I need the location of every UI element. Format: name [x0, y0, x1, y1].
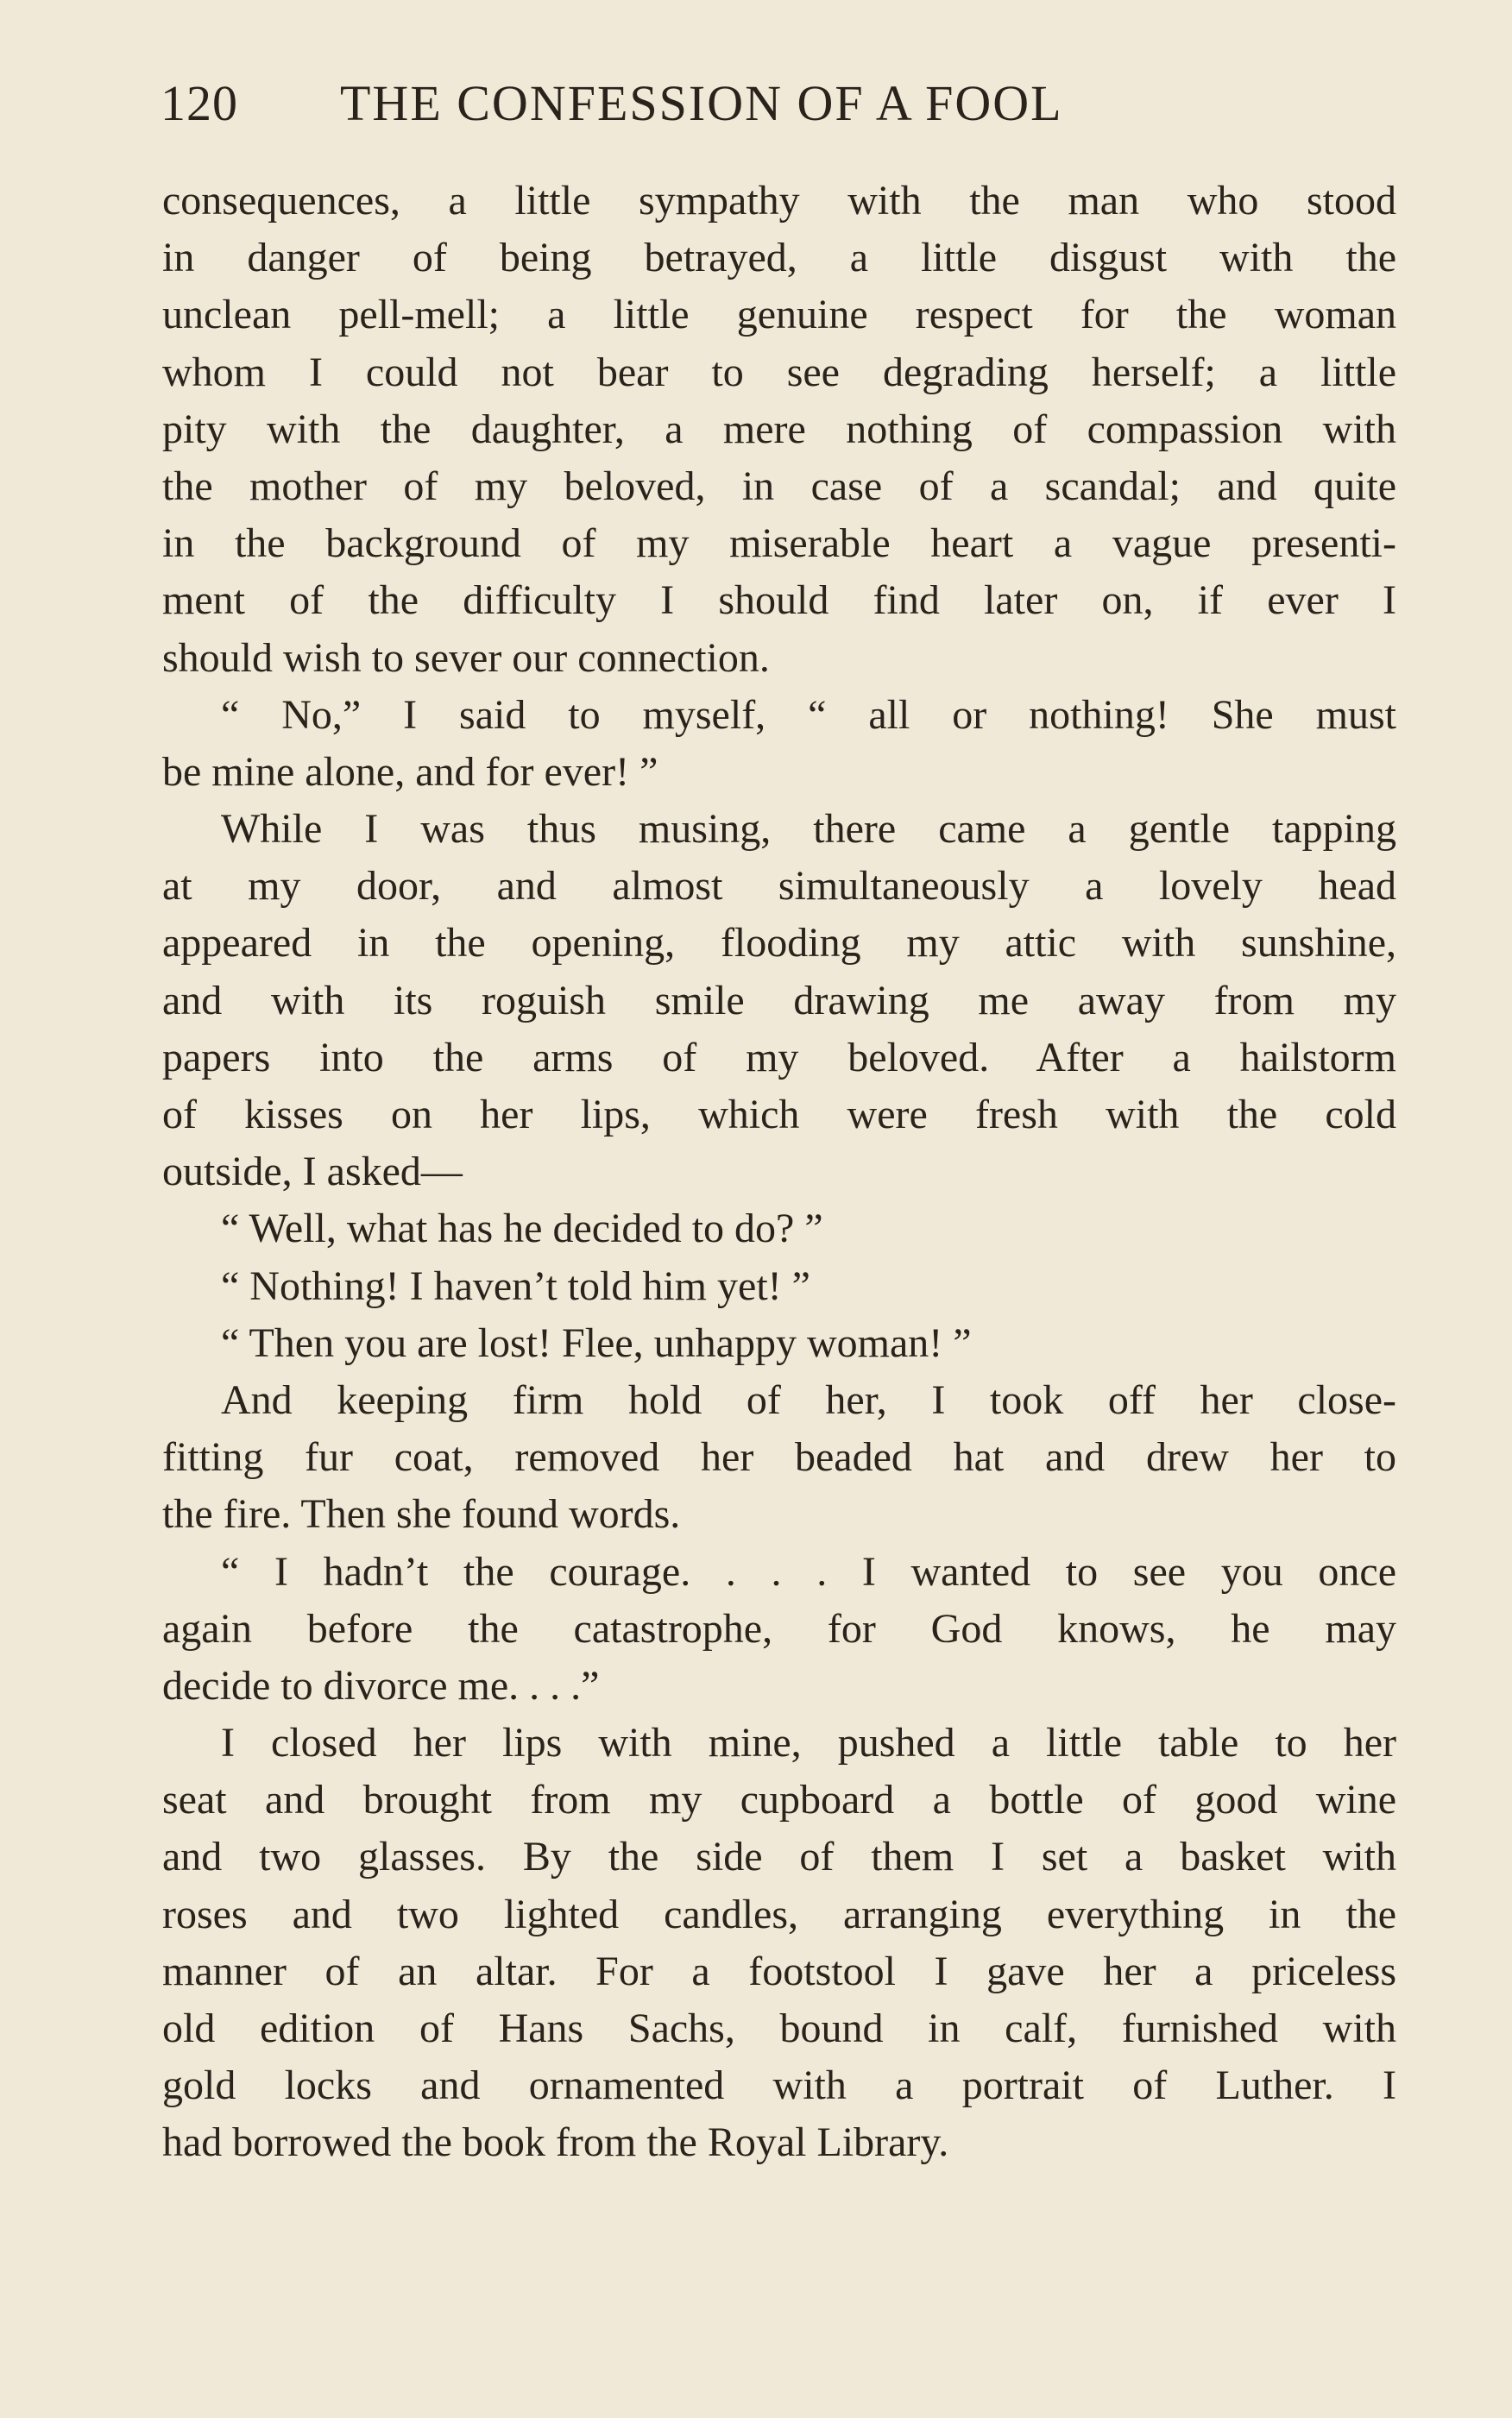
text-line: decide to divorce me. . . .”: [162, 1662, 600, 1709]
text-line: and two glasses. By the side of them I set a basket with: [162, 1834, 1396, 1880]
running-title: THE CONFESSION OF A FOOL: [340, 75, 1063, 131]
text-line: “ Nothing! I haven’t told him yet! ”: [221, 1263, 810, 1309]
text-line: appeared in the opening, flooding my attic with sunshine,: [162, 920, 1396, 967]
text-line: in the background of my miserable heart a vague presenti-: [162, 520, 1396, 567]
text-line: again before the catastrophe, for God knows, he may: [162, 1605, 1396, 1652]
text-line: “ I hadn’t the courage. . . . I wanted to see you once: [221, 1548, 1396, 1595]
text-line: And keeping firm hold of her, I took off her close-: [221, 1376, 1396, 1423]
text-line: the fire. Then she found words.: [162, 1491, 681, 1538]
text-line: the mother of my beloved, in case of a scandal; and quite: [162, 463, 1396, 509]
text-line: consequences, a little sympathy with the man who stood: [162, 178, 1396, 224]
text-line: should wish to sever our connection.: [162, 634, 770, 681]
text-line: gold locks and ornamented with a portrait of Luther. I: [162, 2062, 1396, 2109]
text-line: While I was thus musing, there came a gentle tapping: [221, 806, 1396, 853]
body-text: [162, 173, 1396, 2172]
text-line: at my door, and almost simultaneously a lovely head: [162, 863, 1396, 910]
text-line: unclean pell-mell; a little genuine respect for the woman: [162, 292, 1396, 338]
page-number: 120: [161, 75, 238, 131]
text-line: had borrowed the book from the Royal Library.: [162, 2119, 949, 2166]
text-line: old edition of Hans Sachs, bound in calf, furnished with: [162, 2006, 1396, 2051]
text-line: manner of an altar. For a footstool I gave her a priceless: [162, 1948, 1396, 1994]
text-line: be mine alone, and for ever! ”: [162, 748, 658, 795]
text-line: outside, I asked—: [162, 1149, 463, 1195]
text-line: of kisses on her lips, which were fresh with the cold: [162, 1092, 1396, 1137]
text-line: and with its roguish smile drawing me away from my: [162, 977, 1396, 1023]
text-line: “ No,” I said to myself, “ all or nothing! She must: [221, 691, 1396, 738]
text-line: “ Well, what has he decided to do? ”: [221, 1206, 823, 1252]
text-line: I closed her lips with mine, pushed a little table to her: [221, 1720, 1396, 1766]
text-line: papers into the arms of my beloved. After a hailstorm: [162, 1034, 1396, 1080]
text-line: fitting fur coat, removed her beaded hat and drew her to: [162, 1434, 1396, 1481]
text-line: ment of the difficulty I should find later on, if ever I: [162, 577, 1396, 624]
page-header: [161, 69, 1196, 138]
text-line: roses and two lighted candles, arranging everything in the: [162, 1891, 1396, 1937]
text-line: pity with the daughter, a mere nothing of compassion with: [162, 406, 1396, 452]
text-line: “ Then you are lost! Flee, unhappy woman! ”: [221, 1319, 972, 1366]
text-line: whom I could not bear to see degrading herself; a little: [162, 349, 1396, 395]
text-line: in danger of being betrayed, a little disgust with the: [162, 235, 1396, 281]
text-line: seat and brought from my cupboard a bottle of good wine: [162, 1777, 1396, 1823]
